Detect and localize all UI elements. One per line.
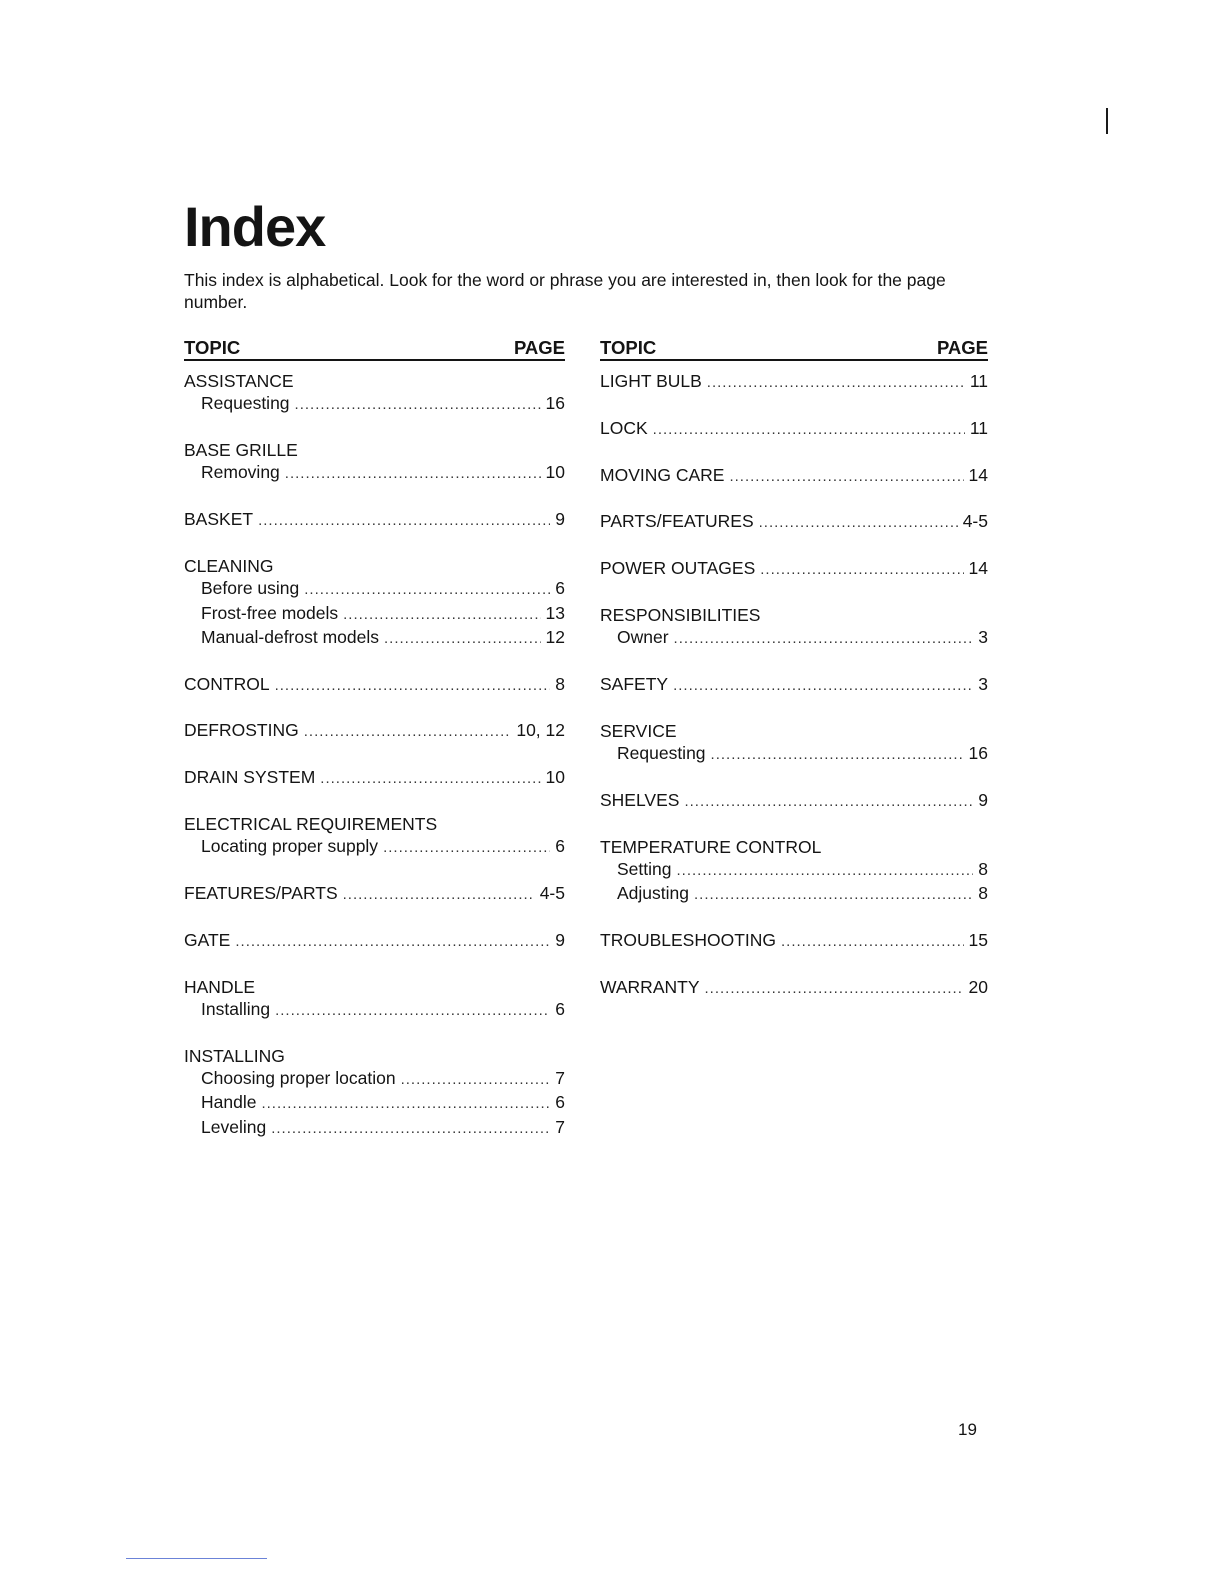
- page-ref: 14: [968, 464, 988, 485]
- column-header: [600, 337, 988, 361]
- index-entry: [600, 370, 988, 394]
- index-entry: [184, 882, 565, 906]
- dot-leader: [343, 604, 540, 626]
- index-subentry: [184, 998, 565, 1022]
- topic-label: BASKET: [184, 509, 254, 530]
- page-ref: 4-5: [539, 883, 565, 904]
- topic-label: CONTROL: [184, 673, 270, 694]
- index-entry-row: [184, 766, 565, 790]
- index-entry: [600, 417, 988, 441]
- index-entry-row: [600, 557, 988, 581]
- page-number: 19: [958, 1420, 977, 1439]
- index-entry: [600, 604, 988, 651]
- dot-leader: [684, 791, 973, 813]
- topic-label: Requesting: [617, 743, 706, 764]
- index-entry: [600, 929, 988, 953]
- index-entry: [600, 836, 988, 907]
- topic-label: WARRANTY: [600, 976, 700, 997]
- dot-leader: [676, 860, 973, 882]
- page-ref: 9: [555, 509, 565, 530]
- topic-label: PARTS/FEATURES: [600, 511, 754, 532]
- topic-header: TOPIC: [600, 337, 657, 358]
- dot-leader: [295, 394, 541, 416]
- dot-leader: [759, 512, 958, 534]
- dot-leader: [653, 419, 965, 441]
- index-entry-row: [600, 976, 988, 1000]
- dot-leader: [705, 978, 964, 1000]
- topic-label: LIGHT BULB: [600, 371, 702, 391]
- topic-label: Manual-defrost models: [201, 626, 379, 647]
- index-entries-left: [184, 370, 565, 1140]
- dot-leader: [275, 675, 551, 697]
- index-subentry: [184, 577, 565, 601]
- topic-label: INSTALLING: [184, 1045, 285, 1066]
- page-ref: 10: [545, 462, 565, 483]
- index-entry: [184, 370, 565, 417]
- page-ref: 4-5: [962, 511, 988, 532]
- index-subentry: [184, 1067, 565, 1091]
- topic-label: Before using: [201, 578, 300, 599]
- index-entry-row: [184, 673, 565, 697]
- page-ref: 10: [545, 767, 565, 788]
- index-entry-row: [600, 720, 988, 742]
- index-entry: [184, 1045, 565, 1140]
- dot-leader: [285, 463, 541, 485]
- topic-label: Leveling: [201, 1116, 267, 1137]
- index-entry-row: [184, 370, 565, 392]
- index-subentry: [184, 392, 565, 416]
- dot-leader: [694, 884, 973, 906]
- index-entry-row: [600, 510, 988, 534]
- index-entry: [184, 673, 565, 697]
- topic-label: RESPONSIBILITIES: [600, 604, 761, 625]
- page-ref: 6: [555, 999, 565, 1020]
- topic-label: DRAIN SYSTEM: [184, 767, 316, 788]
- dot-leader: [320, 768, 540, 790]
- index-entry: [184, 439, 565, 486]
- page-ref: 11: [969, 417, 988, 438]
- intro-text: This index is alphabetical. Look for the word or phrase you are interested in, then look for the page number.: [184, 270, 946, 312]
- dot-leader: [384, 628, 541, 650]
- index-entry-row: [600, 417, 988, 441]
- index-subentry: [184, 626, 565, 650]
- page-ref: 15: [968, 930, 988, 951]
- page-ref: 6: [555, 836, 565, 857]
- dot-leader: [781, 931, 964, 953]
- topic-label: Adjusting: [617, 883, 689, 904]
- dot-leader: [760, 559, 963, 581]
- page-ref: 9: [555, 929, 565, 950]
- dot-leader: [711, 744, 964, 766]
- page-ref: 16: [545, 393, 565, 414]
- topic-label: Locating proper supply: [201, 836, 379, 857]
- topic-label: Removing: [201, 462, 280, 483]
- page-ref: 3: [978, 627, 988, 648]
- index-entry: [600, 464, 988, 488]
- index-entry-row: [600, 836, 988, 858]
- page-ref: 14: [968, 558, 988, 579]
- index-column-right: [600, 337, 988, 1000]
- topic-label: CLEANING: [184, 555, 274, 576]
- index-entry-row: [600, 673, 988, 697]
- topic-label: Frost-free models: [201, 602, 339, 623]
- index-subentry: [184, 602, 565, 626]
- index-entry: [184, 766, 565, 790]
- topic-label: DEFROSTING: [184, 720, 299, 741]
- dot-leader: [674, 628, 974, 650]
- dot-leader: [304, 721, 512, 743]
- index-entry-row: [184, 719, 565, 743]
- page-ref: 12: [545, 626, 565, 647]
- index-subentry: [600, 858, 988, 882]
- index-entry-row: [600, 929, 988, 953]
- index-entry: [184, 555, 565, 650]
- index-entry: [600, 510, 988, 534]
- page-header: PAGE: [513, 337, 565, 358]
- index-entry-row: [600, 464, 988, 488]
- topic-label: HANDLE: [184, 976, 255, 997]
- topic-label: Installing: [201, 999, 271, 1020]
- index-entry-row: [600, 604, 988, 626]
- index-entry-row: [184, 555, 565, 577]
- page-ref: 10, 12: [516, 720, 565, 741]
- topic-label: Requesting: [201, 393, 290, 414]
- dot-leader: [707, 372, 965, 394]
- index-entry-row: [600, 789, 988, 813]
- topic-label: Handle: [201, 1092, 257, 1113]
- page-ref: 9: [978, 789, 988, 810]
- index-entry-row: [184, 976, 565, 998]
- index-entry-row: [184, 1045, 565, 1067]
- topic-label: Choosing proper location: [201, 1068, 396, 1089]
- page-ref: 20: [968, 976, 988, 997]
- index-entries-right: [600, 370, 988, 1000]
- index-column-left: [184, 337, 565, 1140]
- index-entry-row: [184, 508, 565, 532]
- topic-label: FEATURES/PARTS: [184, 883, 338, 904]
- index-entry: [184, 976, 565, 1023]
- page-ref: 6: [555, 1092, 565, 1113]
- topic-label: GATE: [184, 929, 231, 950]
- index-entry: [600, 976, 988, 1000]
- page-ref: 8: [978, 859, 988, 880]
- index-entry-row: [600, 370, 988, 394]
- dot-leader: [729, 466, 963, 488]
- topic-label: SHELVES: [600, 789, 680, 810]
- dot-leader: [235, 931, 550, 953]
- page-ref: 7: [555, 1068, 565, 1089]
- index-entry: [184, 719, 565, 743]
- page-title: Index: [184, 195, 326, 258]
- index-entry-row: [184, 813, 565, 835]
- topic-label: TEMPERATURE CONTROL: [600, 836, 822, 857]
- page-ref: 8: [555, 673, 565, 694]
- dot-leader: [275, 1000, 550, 1022]
- topic-label: ASSISTANCE: [184, 371, 294, 391]
- index-entry: [600, 557, 988, 581]
- margin-mark: [1106, 108, 1108, 134]
- page-ref: 3: [978, 674, 988, 695]
- index-subentry: [600, 626, 988, 650]
- page-ref: 13: [545, 602, 565, 623]
- dot-leader: [673, 675, 973, 697]
- index-subentry: [184, 835, 565, 859]
- topic-label: MOVING CARE: [600, 464, 725, 485]
- page-ref: 16: [968, 743, 988, 764]
- index-subentry: [184, 1091, 565, 1115]
- bottom-rule: [126, 1558, 267, 1559]
- page-header: PAGE: [936, 337, 988, 358]
- index-subentry: [184, 461, 565, 485]
- dot-leader: [401, 1069, 551, 1091]
- topic-label: SERVICE: [600, 720, 677, 741]
- page-ref: 6: [555, 578, 565, 599]
- dot-leader: [261, 1093, 550, 1115]
- index-subentry: [600, 882, 988, 906]
- index-entry-row: [184, 439, 565, 461]
- dot-leader: [258, 510, 550, 532]
- topic-label: SAFETY: [600, 674, 669, 695]
- page-ref: 11: [969, 371, 988, 391]
- column-header: [184, 337, 565, 361]
- index-entry-row: [184, 929, 565, 953]
- page-ref: 7: [555, 1116, 565, 1137]
- topic-label: TROUBLESHOOTING: [600, 930, 776, 951]
- topic-label: Owner: [617, 627, 669, 648]
- topic-label: LOCK: [600, 417, 648, 438]
- dot-leader: [343, 884, 535, 906]
- page-ref: 8: [978, 883, 988, 904]
- index-entry: [600, 789, 988, 813]
- index-entry: [184, 929, 565, 953]
- index-entry: [600, 673, 988, 697]
- topic-label: POWER OUTAGES: [600, 558, 756, 579]
- dot-leader: [271, 1118, 550, 1140]
- dot-leader: [304, 579, 550, 601]
- topic-label: BASE GRILLE: [184, 440, 298, 461]
- topic-label: ELECTRICAL REQUIREMENTS: [184, 814, 438, 835]
- index-entry: [184, 813, 565, 860]
- index-entry: [184, 508, 565, 532]
- index-entry-row: [184, 882, 565, 906]
- index-entry: [600, 720, 988, 767]
- index-subentry: [184, 1116, 565, 1140]
- dot-leader: [383, 837, 550, 859]
- topic-label: Setting: [617, 859, 672, 880]
- index-subentry: [600, 742, 988, 766]
- topic-header: TOPIC: [184, 337, 241, 358]
